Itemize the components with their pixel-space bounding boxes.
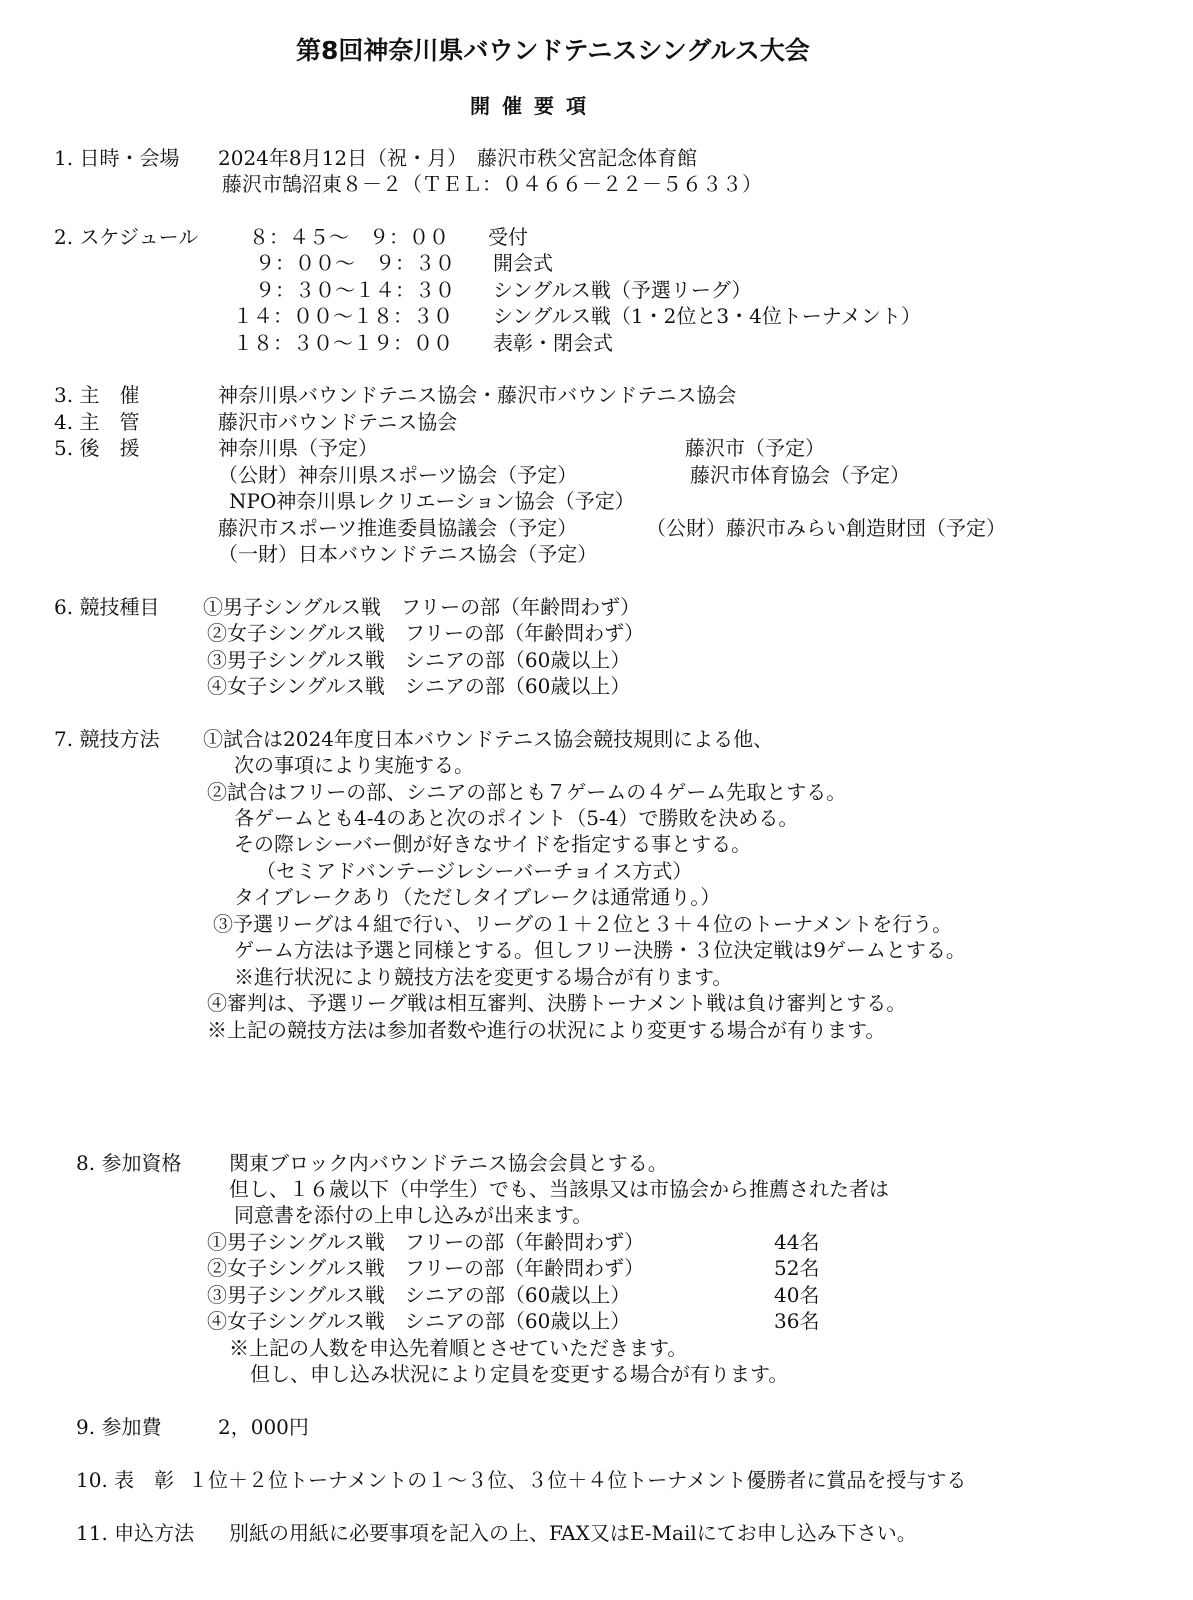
rule-line-6: （セミアドバンテージレシーバーチョイス方式）: [256, 859, 693, 883]
section-11-label: 11. 申込方法: [76, 1521, 195, 1545]
schedule-time-1: ８：４５～ ９：００: [249, 225, 449, 249]
schedule-event-5: 表彰・閉会式: [493, 331, 613, 355]
sponsor-1: 神奈川県（予定）: [218, 436, 378, 460]
schedule-time-3: ９：３０～１４：３０: [255, 278, 455, 302]
sponsor-4: 藤沢市体育協会（予定）: [690, 463, 910, 487]
section-1-line2: 藤沢市鵠沼東８－２（ＴＥＬ：０４６６－２２－５６３３）: [222, 172, 762, 196]
capacity-value-4: 36名: [774, 1309, 820, 1333]
rule-line-12: ※上記の競技方法は参加者数や進行の状況により変更する場合が有ります。: [207, 1018, 886, 1042]
rule-line-2: 次の事項により実施する。: [234, 753, 474, 777]
capacity-note-1: ※上記の人数を申込先着順とさせていただきます。: [229, 1336, 688, 1360]
section-10-label: 10. 表 彰: [76, 1468, 175, 1492]
rule-line-9: ゲーム方法は予選と同様とする。但しフリー決勝・３位決定戦は9ゲームとする。: [234, 938, 966, 962]
event-item-3: ③男子シングルス戦 シニアの部（60歳以上）: [207, 648, 631, 672]
rule-line-5: その際レシーバー側が好きなサイドを指定する事とする。: [234, 832, 752, 856]
section-9-value: 2，000円: [218, 1415, 309, 1439]
event-item-2: ②女子シングルス戦 フリーの部（年齢問わず）: [207, 621, 645, 645]
sponsor-8: （一財）日本バウンドテニス協会（予定）: [218, 542, 598, 566]
eligibility-line-1: 関東ブロック内バウンドテニス協会会員とする。: [229, 1151, 668, 1175]
page-title: 第8回神奈川県バウンドテニスシングルス大会: [296, 36, 810, 65]
eligibility-line-3: 同意書を添付の上申し込みが出来ます。: [234, 1203, 593, 1227]
rule-line-11: ④審判は、予選リーグ戦は相互審判、決勝トーナメント戦は負け審判とする。: [207, 991, 907, 1015]
rule-line-7: タイブレークあり（ただしタイブレークは通常通り。）: [234, 885, 721, 909]
rule-line-3: ②試合はフリーの部、シニアの部とも７ゲームの４ゲーム先取とする。: [207, 780, 847, 804]
rule-line-4: 各ゲームとも4-4のあと次のポイント（5-4）で勝敗を決める。: [234, 806, 799, 830]
sponsor-2: 藤沢市（予定）: [685, 436, 825, 460]
schedule-time-5: １８：３０～１９：００: [233, 331, 453, 355]
section-6-label: 6. 競技種目: [54, 595, 160, 619]
schedule-time-4: １４：００～１８：３０: [233, 304, 453, 328]
capacity-value-1: 44名: [774, 1230, 820, 1254]
schedule-event-3: シングルス戦（予選リーグ）: [493, 278, 752, 302]
rule-line-1: ①試合は2024年度日本バウンドテニス協会競技規則による他、: [203, 727, 774, 751]
schedule-event-1: 受付: [488, 225, 528, 249]
eligibility-line-2: 但し、１６歳以下（中学生）でも、当該県又は市協会から推薦された者は: [229, 1177, 889, 1201]
section-4-value: 藤沢市バウンドテニス協会: [218, 410, 458, 434]
section-7-label: 7. 競技方法: [54, 727, 160, 751]
section-11-value: 別紙の用紙に必要事項を記入の上、FAX又はE-Mailにてお申し込み下さい。: [229, 1521, 917, 1545]
sponsor-5: NPO神奈川県レクリエーション協会（予定）: [229, 489, 635, 513]
event-item-4: ④女子シングルス戦 シニアの部（60歳以上）: [207, 674, 631, 698]
section-2-label: 2. スケジュール: [54, 225, 199, 249]
capacity-name-2: ②女子シングルス戦 フリーの部（年齢問わず）: [207, 1256, 645, 1280]
capacity-name-3: ③男子シングルス戦 シニアの部（60歳以上）: [207, 1283, 631, 1307]
schedule-event-2: 開会式: [493, 251, 553, 275]
schedule-event-4: シングルス戦（1・2位と3・4位トーナメント）: [493, 304, 921, 328]
section-1-line1: 2024年8月12日（祝・月） 藤沢市秩父宮記念体育館: [218, 146, 698, 170]
section-4-label: 4. 主 管: [54, 410, 140, 434]
section-3-value: 神奈川県バウンドテニス協会・藤沢市バウンドテニス協会: [218, 383, 737, 407]
section-10-value: １位＋２位トーナメントの１～３位、３位＋４位トーナメント優勝者に賞品を授与する: [188, 1468, 967, 1492]
capacity-name-4: ④女子シングルス戦 シニアの部（60歳以上）: [207, 1309, 631, 1333]
capacity-value-3: 40名: [774, 1283, 820, 1307]
sponsor-6: 藤沢市スポーツ推進委員協議会（予定）: [218, 516, 578, 540]
sponsor-3: （公財）神奈川県スポーツ協会（予定）: [218, 463, 578, 487]
section-1-label: 1. 日時・会場: [54, 146, 180, 170]
capacity-name-1: ①男子シングルス戦 フリーの部（年齢問わず）: [207, 1230, 645, 1254]
section-5-label: 5. 後 援: [54, 436, 140, 460]
capacity-value-2: 52名: [774, 1256, 820, 1280]
sponsor-7: （公財）藤沢市みらい創造財団（予定）: [646, 516, 1006, 540]
schedule-time-2: ９：００～ ９：３０: [255, 251, 455, 275]
section-8-label: 8. 参加資格: [76, 1151, 182, 1175]
capacity-note-2: 但し、申し込み状況により定員を変更する場合が有ります。: [250, 1362, 789, 1386]
event-item-1: ①男子シングルス戦 フリーの部（年齢問わず）: [203, 595, 641, 619]
page-subtitle: 開催要項: [470, 94, 598, 118]
rule-line-10: ※進行状況により競技方法を変更する場合が有ります。: [234, 965, 733, 989]
section-3-label: 3. 主 催: [54, 383, 140, 407]
rule-line-8: ③予選リーグは４組で行い、リーグの１＋２位と３＋４位のトーナメントを行う。: [213, 912, 953, 936]
section-9-label: 9. 参加費: [76, 1415, 162, 1439]
